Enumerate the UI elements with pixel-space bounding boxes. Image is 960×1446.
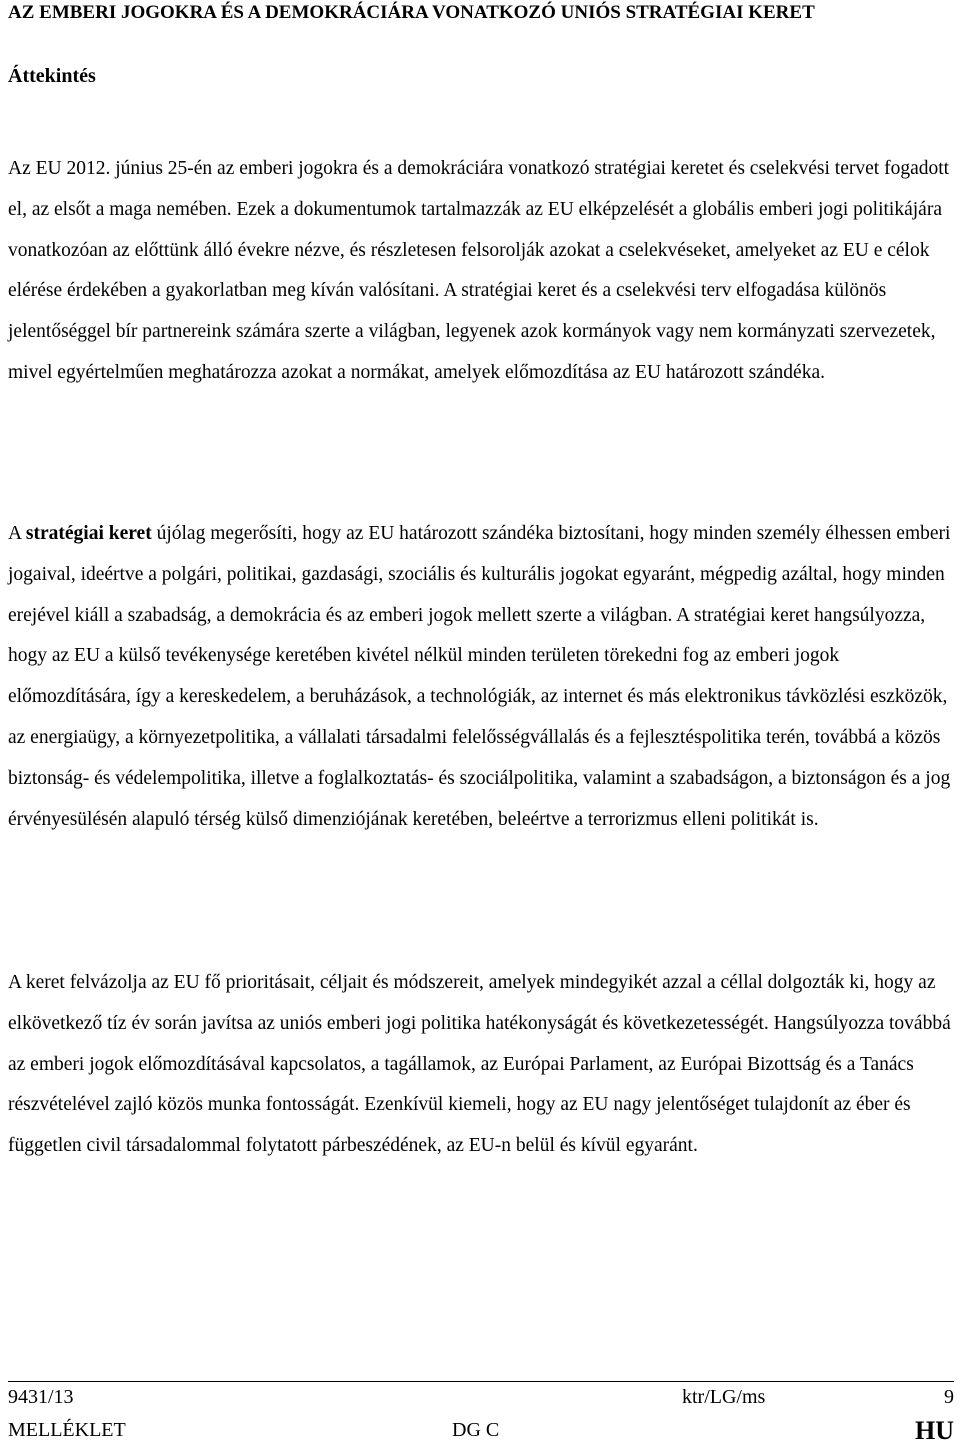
section-heading: Áttekintés bbox=[8, 65, 96, 87]
bold-term: stratégiai keret bbox=[25, 523, 152, 544]
language-code: HU bbox=[915, 1416, 954, 1445]
paragraph-priorities: A keret felvázolja az EU fő prioritásait, céljait és módszereit, amelyek mindegyikét azzal a céllal dolgozták ki, hogy az elkövetkező tíz év során javítsa az uniós emberi jogi politika hatékonyságát és következetességét. Hangsúlyozza továbbá az emberi jogok előmozdításával kapcsolatos, a tagállamok, az Európai Parlament, az Európai Bizottság és a Tanács részvételével zajló közös munka fontosságát. Ezenkívül kiemeli, hogy az EU nagy jelentőséget tulajdonít az éber és független civil társadalommal folytatott párbeszédének, az EU-n belül és kívül egyaránt. bbox=[8, 972, 951, 1157]
initials: ktr/LG/ms bbox=[682, 1386, 766, 1408]
directorate-label: DG C bbox=[452, 1419, 500, 1441]
page-number: 9 bbox=[944, 1386, 954, 1408]
footer-divider bbox=[8, 1381, 954, 1382]
footer-row-bottom bbox=[8, 1416, 954, 1444]
document-title: AZ EMBERI JOGOKRA ÉS A DEMOKRÁCIÁRA VONATKOZÓ UNIÓS STRATÉGIAI KERET bbox=[8, 2, 815, 23]
paragraph-lead: A bbox=[8, 523, 26, 544]
paragraph-strategic-framework bbox=[8, 514, 954, 840]
paragraph-overview: Az EU 2012. június 25-én az emberi jogokra és a demokráciára vonatkozó stratégiai keretet és cselekvési tervet fogadott el, az elsőt a maga nemében. Ezek a dokumentumok tartalmazzák az EU elképzelését a globális emberi jogi politikájára vonatkozóan az előttünk álló évekre nézve, és részletesen felsorolják azokat a cselekvéseket, amelyeket az EU e célok elérése érdekében a gyakorlatban meg kíván valósítani. A stratégiai keret és a cselekvési terv elfogadása különös jelentőséggel bír partnereink számára szerte a világban, legyenek azok kormányok vagy nem kormányzati szervezetek, mivel egyértelműen meghatározza azokat a normákat, amelyek előmozdítása az EU határozott szándéka. bbox=[8, 158, 950, 383]
footer-row-top bbox=[8, 1383, 954, 1411]
paragraph-body: újólag megerősíti, hogy az EU határozott szándéka biztosítani, hogy minden személy élhessen emberi jogaival, ideértve a polgári, politikai, gazdasági, szociális és kulturális jogokat egyaránt, mégpedig azáltal, hogy minden erejével kiáll a szabadság, a demokrácia és az emberi jogok mellett szerte a világban. A stratégiai keret hangsúlyozza, hogy az EU a külső tevékenysége keretében kivétel nélkül minden területen törekedni fog az emberi jogok előmozdítására, így a kereskedelem, a beruházások, a technológiák, az internet és más elektronikus távközlési eszközök, az energiaügy, a környezetpolitika, a vállalati társadalmi felelősségvállalás és a fejlesztéspolitika terén, továbbá a közös biztonság- és védelempolitika, illetve a foglalkoztatás- és szociálpolitika, valamint a szabadságon, a biztonságon és a jog érvényesülésén alapuló térség külső dimenziójának keretében, beleértve a terrorizmus elleni politikát is. bbox=[8, 523, 951, 830]
doc-number: 9431/13 bbox=[8, 1386, 74, 1408]
annex-label: MELLÉKLET bbox=[8, 1419, 126, 1441]
